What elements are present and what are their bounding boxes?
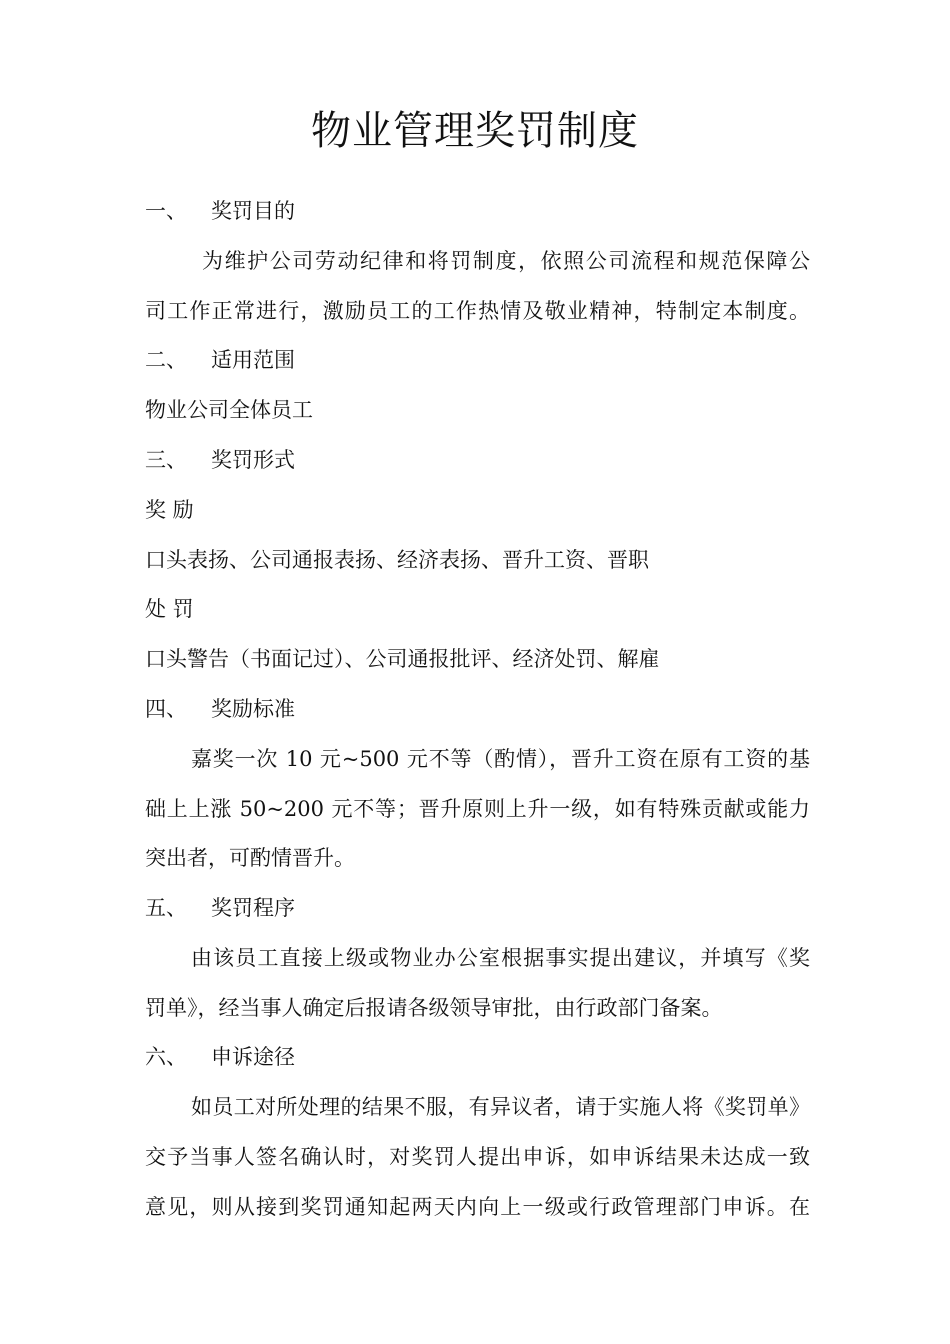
section-number: 六、 xyxy=(145,1045,187,1069)
section-heading-procedure xyxy=(145,894,810,922)
section-heading-purpose xyxy=(145,197,810,225)
section-heading-appeal xyxy=(145,1043,810,1071)
section-title: 奖罚程序 xyxy=(211,896,295,920)
section-heading-forms xyxy=(145,446,810,474)
document-title: 物业管理奖罚制度 xyxy=(311,108,639,154)
section-title: 奖罚目的 xyxy=(211,199,295,223)
paragraph-line: 交予当事人签名确认时，对奖罚人提出申诉，如申诉结果未达成一致 xyxy=(145,1145,810,1169)
paragraph-line: 由该员工直接上级或物业办公室根据事实提出建议，并填写《奖 xyxy=(191,946,810,970)
section-title: 奖励标准 xyxy=(211,697,295,721)
paragraph-line: 物业公司全体员工 xyxy=(145,398,313,422)
section-title: 适用范围 xyxy=(211,348,295,372)
reward-text: 口头表扬、公司通报表扬、经济表扬、晋升工资、晋职 xyxy=(145,548,649,572)
paragraph-line: 础上上涨 50~200 元不等；晋升原则上升一级，如有特殊贡献或能力 xyxy=(145,797,810,821)
section-number: 五、 xyxy=(145,896,187,920)
section-title: 申诉途径 xyxy=(211,1045,295,1069)
paragraph-line: 意见，则从接到奖罚通知起两天内向上一级或行政管理部门申诉。在 xyxy=(145,1195,810,1219)
section-heading-scope xyxy=(145,346,810,374)
punish-text: 口头警告（书面记过）、公司通报批评、经济处罚、解雇 xyxy=(145,647,660,671)
section-number: 三、 xyxy=(145,448,187,472)
paragraph-line: 司工作正常进行，激励员工的工作热情及敬业精神，特制定本制度。 xyxy=(145,299,810,323)
paragraph-line: 为维护公司劳动纪律和将罚制度，依照公司流程和规范保障公 xyxy=(202,249,810,273)
paragraph-line: 罚单》，经当事人确定后报请各级领导审批，由行政部门备案。 xyxy=(145,996,723,1020)
section-number: 二、 xyxy=(145,348,187,372)
paragraph-line: 嘉奖一次 10 元~500 元不等（酌情），晋升工资在原有工资的基 xyxy=(191,747,810,771)
section-heading-standards xyxy=(145,695,810,723)
section-number: 四、 xyxy=(145,697,187,721)
section-number: 一、 xyxy=(145,199,187,223)
paragraph-line: 如员工对所处理的结果不服，有异议者，请于实施人将《奖罚单》 xyxy=(191,1095,810,1119)
section-title: 奖罚形式 xyxy=(211,448,295,472)
reward-label: 奖 励 xyxy=(145,498,194,522)
punish-label: 处 罚 xyxy=(145,597,194,621)
paragraph-line: 突出者，可酌情晋升。 xyxy=(145,846,355,870)
